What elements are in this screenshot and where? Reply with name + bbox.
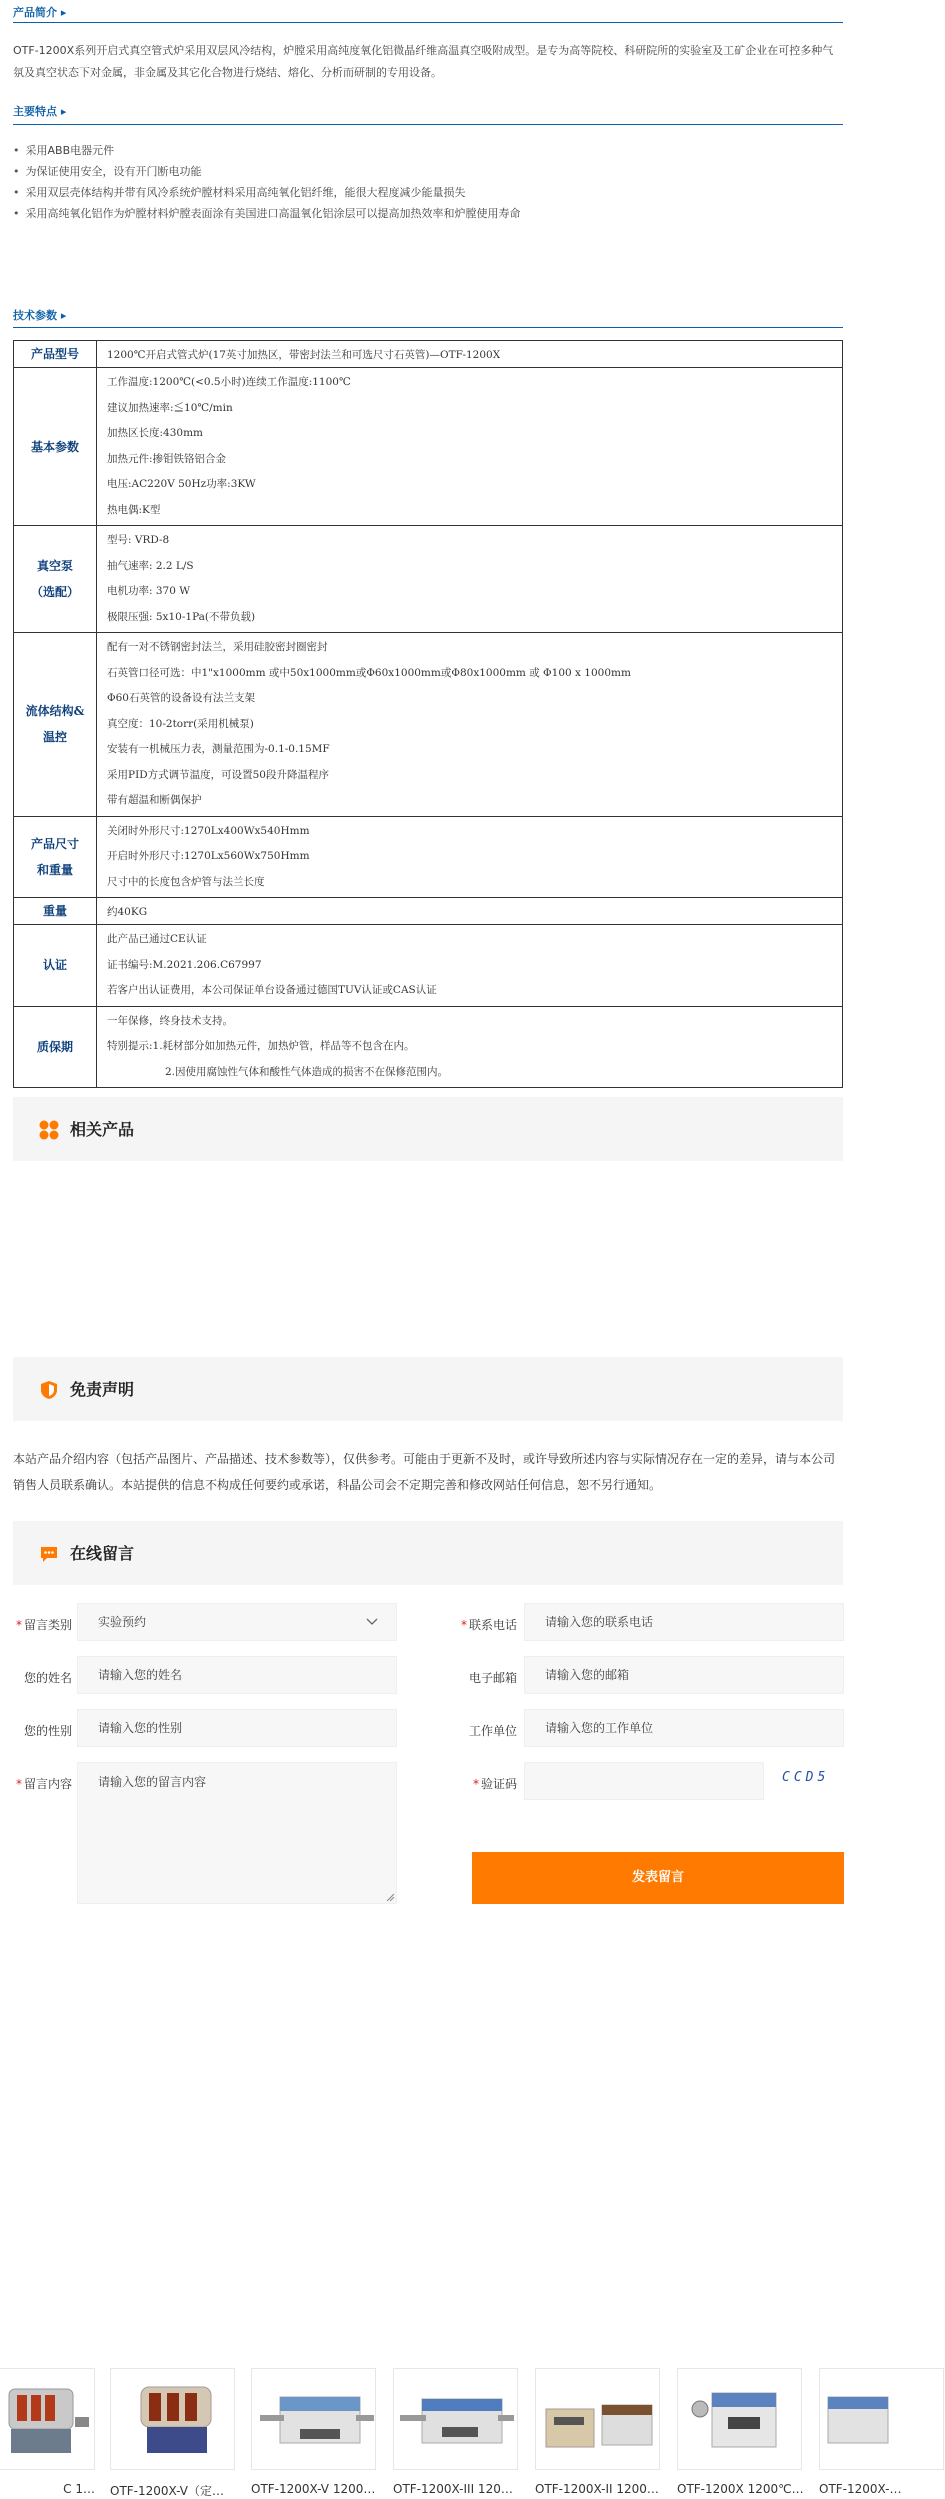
spec-line: 2.因使用腐蚀性气体和酸性气体造成的损害不在保修范围内。 — [165, 1065, 449, 1078]
captcha-label — [455, 1775, 517, 1792]
product-card[interactable] — [251, 2368, 376, 2496]
product-image — [0, 2368, 95, 2470]
label-text: 留言类别 — [23, 1618, 72, 1632]
product-name: OTF-1200X-… — [819, 2482, 902, 2496]
spec-line: 安装有一机械压力表，测量范围为-0.1-0.15MF — [107, 743, 330, 755]
product-card[interactable] — [110, 2368, 235, 2499]
spec-line: 电机功率: 370 W — [107, 585, 191, 597]
features-list — [13, 140, 843, 224]
required-mark: * — [472, 1777, 479, 1791]
content-textarea[interactable]: 请输入您的留言内容 — [77, 1762, 397, 1904]
product-card[interactable] — [535, 2368, 660, 2496]
spec-line: 一年保修，终身技术支持。 — [107, 1014, 233, 1027]
gender-label: 您的性别 — [23, 1724, 72, 1738]
product-image — [110, 2368, 235, 2470]
related-products-header — [13, 1097, 843, 1161]
spec-value — [97, 368, 843, 526]
message-form-title: 在线留言 — [70, 1544, 135, 1563]
phone-label — [455, 1616, 517, 1633]
spec-line: Φ60石英管的设备设有法兰支架 — [107, 692, 255, 704]
furnace-image-icon — [111, 2369, 236, 2471]
message-form-header — [13, 1521, 843, 1585]
specs-section-title: 技术参数 ▸ — [13, 309, 67, 322]
furnace-image-icon — [678, 2369, 803, 2471]
spec-value: 1200℃开启式管式炉(17英寸加热区，带密封法兰和可选尺寸石英管)—OTF-1200X — [97, 341, 843, 368]
product-card[interactable] — [819, 2368, 944, 2496]
spec-key — [14, 816, 97, 898]
product-image — [251, 2368, 376, 2470]
email-label: 电子邮箱 — [468, 1671, 517, 1685]
spec-key: 基本参数 — [14, 368, 97, 526]
spec-key-line: 温控 — [42, 730, 67, 745]
message-type-select[interactable] — [77, 1603, 397, 1641]
spec-key — [14, 633, 97, 817]
spec-value — [97, 816, 843, 898]
product-name: OTF-1200X-III 120… — [393, 2482, 513, 2496]
product-name: C 1… — [63, 2482, 95, 2496]
grid-icon — [39, 1120, 59, 1140]
spec-key-line: 流体结构& — [25, 704, 85, 719]
spec-line: 建议加热速率:≦10℃/min — [107, 401, 233, 414]
spec-line: 证书编号:M.2021.206.C67997 — [107, 958, 262, 971]
spec-row-pump — [14, 526, 843, 633]
email-input[interactable]: 请输入您的邮箱 — [524, 1656, 844, 1694]
spec-key-line: （选配） — [30, 585, 79, 599]
spec-line: 关闭时外形尺寸:1270Lx400Wx540Hmm — [107, 824, 310, 837]
product-image — [677, 2368, 802, 2470]
features-section-title: 主要特点 ▸ — [13, 105, 67, 118]
name-input[interactable]: 请输入您的姓名 — [77, 1656, 397, 1694]
spec-row-model — [14, 341, 843, 368]
spec-line: 抽气速率: 2.2 L/S — [107, 559, 194, 572]
company-input[interactable]: 请输入您的工作单位 — [524, 1709, 844, 1747]
intro-section-title: 产品简介 ▸ — [13, 6, 67, 19]
spec-line: 热电偶:K型 — [107, 503, 161, 516]
intro-divider — [13, 22, 843, 23]
disclaimer-title: 免责声明 — [70, 1380, 135, 1399]
spec-row-cert — [14, 925, 843, 1007]
spec-line: 开启时外形尺寸:1270Lx560Wx750Hmm — [107, 850, 310, 862]
product-name: OTF-1200X-V 1200… — [251, 2482, 376, 2496]
shield-icon — [39, 1380, 59, 1400]
spec-line: 加热区长度:430mm — [107, 427, 203, 439]
phone-input[interactable]: 请输入您的联系电话 — [524, 1603, 844, 1641]
spec-line: 极限压强: 5x10-1Pa(不带负载) — [107, 610, 256, 623]
intro-text: OTF-1200X系列开启式真空管式炉采用双层风冷结构，炉膛采用高纯度氧化铝微晶纤维高温真空吸附成型。是专为高等院校、科研院所的实验室及工矿企业在可控多种气氛及真空状态下对金属，非金属及其它化合物进行烧结、熔化、分析而研制的专用设备。 — [13, 44, 834, 79]
required-mark: * — [460, 1618, 467, 1632]
submit-button[interactable]: 发表留言 — [472, 1852, 844, 1904]
product-card[interactable] — [0, 2368, 95, 2496]
spec-key: 产品型号 — [14, 341, 97, 368]
product-image — [393, 2368, 518, 2470]
disclaimer-header — [13, 1357, 843, 1421]
label-text: 留言内容 — [23, 1777, 72, 1791]
related-products-title: 相关产品 — [70, 1120, 135, 1139]
spec-row-weight — [14, 898, 843, 925]
furnace-image-icon — [0, 2369, 96, 2471]
label-text: 验证码 — [480, 1777, 517, 1791]
spec-key: 认证 — [14, 925, 97, 1007]
product-name: OTF-1200X 1200℃… — [677, 2482, 804, 2496]
spec-key-line: 产品尺寸 — [30, 836, 79, 851]
feature-item: • 采用高纯氧化铝作为炉膛材料炉膛表面涂有美国进口高温氧化铝涂层可以提高加热效率和炉膛使用寿命 — [13, 203, 843, 224]
feature-item: • 为保证使用安全，设有开门断电功能 — [13, 161, 843, 182]
chevron-down-icon — [366, 1618, 378, 1626]
spec-line: 若客户出认证费用，本公司保证单台设备通过德国TUV认证或CAS认证 — [107, 984, 437, 996]
specs-divider — [13, 327, 843, 328]
name-label: 您的姓名 — [23, 1671, 72, 1685]
spec-line: 此产品已通过CE认证 — [107, 933, 207, 945]
disclaimer-text: 本站产品介绍内容（包括产品图片、产品描述、技术参数等），仅供参考。可能由于更新不及时，或许导致所述内容与实际情况存在一定的差异，请与本公司销售人员联系确认。本站提供的信息不构成任何要约或承诺，科晶公司会不定期完善和修改网站任何信息，恕不另行通知。 — [13, 1452, 836, 1492]
spec-line: 加热元件:掺钼铁铬铝合金 — [107, 452, 227, 465]
content-label — [10, 1775, 72, 1792]
spec-key-line: 真空泵 — [36, 559, 73, 573]
spec-value — [97, 1006, 843, 1088]
spec-line: 电压:AC220V 50Hz功率:3KW — [107, 478, 256, 490]
spec-value — [97, 633, 843, 817]
feature-item: • 采用ABB电器元件 — [13, 140, 843, 161]
spec-line: 配有一对不锈钢密封法兰，采用硅胶密封圈密封 — [107, 641, 328, 653]
resize-handle-icon[interactable] — [386, 1893, 395, 1902]
spec-line: 型号: VRD-8 — [107, 534, 170, 546]
product-image — [819, 2368, 944, 2470]
message-type-label — [10, 1616, 72, 1633]
spec-line: 石英管口径可选：中1"x1000mm 或中50x1000mm或Φ60x1000mm或Φ80x1000mm 或 Φ100 x 1000mm — [107, 666, 631, 679]
company-label: 工作单位 — [468, 1724, 517, 1738]
required-mark: * — [15, 1618, 22, 1632]
spec-value — [97, 526, 843, 633]
spec-row-warranty — [14, 1006, 843, 1088]
captcha-image[interactable]: CCD5 — [782, 1770, 830, 1785]
label-text: 联系电话 — [468, 1618, 517, 1632]
spec-table — [13, 340, 843, 1088]
spec-line: 采用PID方式调节温度，可设置50段升降温程序 — [107, 768, 329, 781]
spec-row-size — [14, 816, 843, 898]
spec-line: 带有超温和断偶保护 — [107, 794, 202, 806]
spec-key — [14, 526, 97, 633]
product-card[interactable] — [393, 2368, 518, 2496]
spec-value: 约40KG — [97, 898, 843, 925]
spec-key-line: 和重量 — [36, 862, 73, 877]
required-mark: * — [15, 1777, 22, 1791]
spec-line: 工作温度:1200℃(<0.5小时)连续工作温度:1100℃ — [107, 376, 351, 388]
furnace-image-icon — [536, 2369, 661, 2471]
product-image — [535, 2368, 660, 2470]
features-divider — [13, 124, 843, 125]
furnace-image-icon — [252, 2369, 377, 2471]
spec-row-basic — [14, 368, 843, 526]
captcha-input[interactable] — [524, 1762, 764, 1800]
gender-input[interactable]: 请输入您的性别 — [77, 1709, 397, 1747]
furnace-image-icon — [394, 2369, 519, 2471]
spec-row-fluid — [14, 633, 843, 817]
chat-icon — [39, 1544, 59, 1564]
spec-value — [97, 925, 843, 1007]
product-card[interactable] — [677, 2368, 802, 2496]
spec-key: 重量 — [14, 898, 97, 925]
spec-line: 尺寸中的长度包含炉管与法兰长度 — [107, 875, 265, 888]
select-value: 实验预约 — [98, 1615, 147, 1629]
feature-item: • 采用双层壳体结构并带有风冷系统炉膛材料采用高纯氧化铝纤维，能很大程度减少能量损失 — [13, 182, 843, 203]
spec-line: 特别提示:1.耗材部分如加热元件，加热炉管，样品等不包含在内。 — [107, 1040, 415, 1052]
product-name: OTF-1200X-II 1200… — [535, 2482, 659, 2496]
spec-key: 质保期 — [14, 1006, 97, 1088]
product-name: OTF-1200X-V（定… — [110, 2484, 225, 2498]
spec-line: 真空度：10-2torr(采用机械泵) — [107, 717, 254, 730]
furnace-image-icon — [820, 2369, 945, 2471]
